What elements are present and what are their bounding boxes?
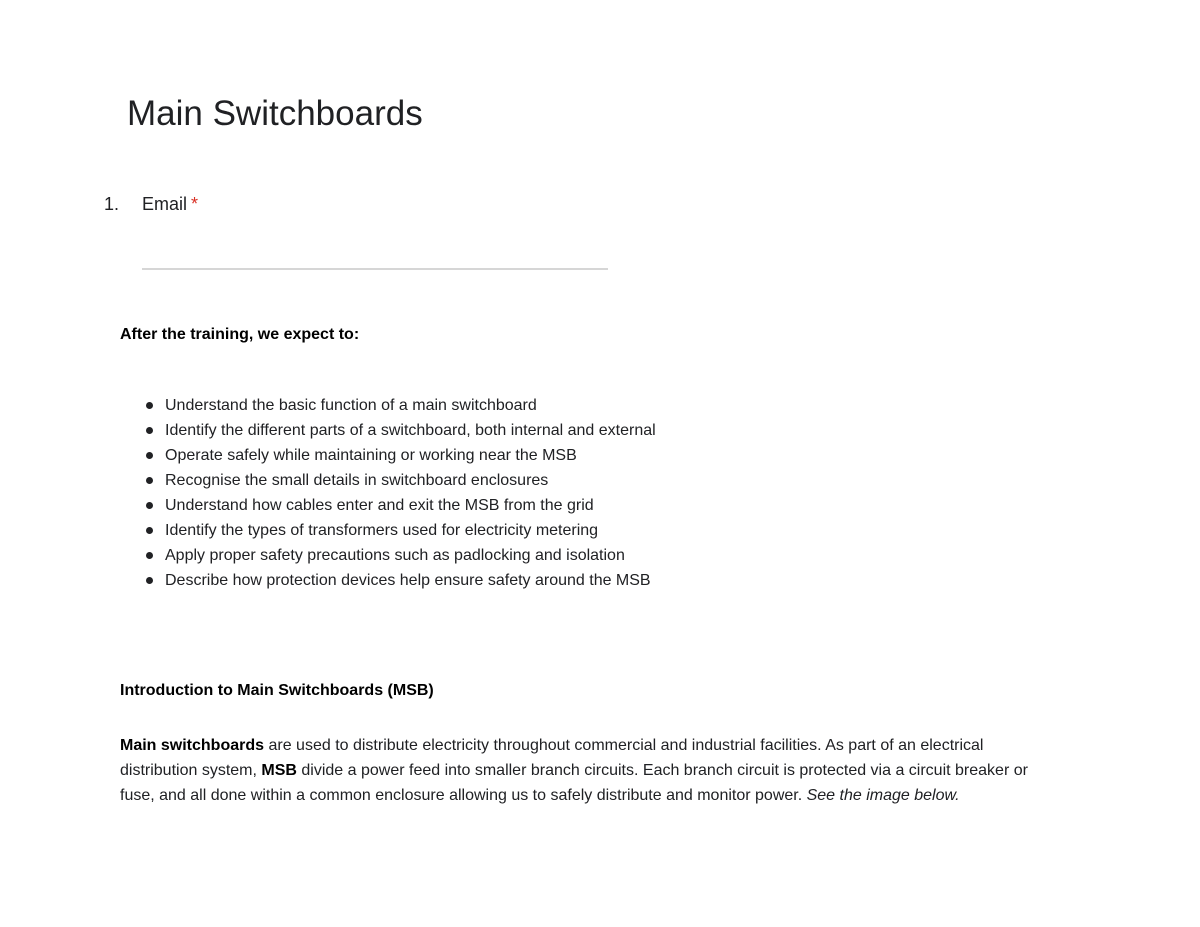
bullet-icon: [146, 402, 153, 409]
email-label: [142, 192, 198, 216]
email-field[interactable]: [142, 244, 608, 270]
introduction-paragraph: [120, 733, 1060, 808]
form-title: Main Switchboards: [127, 94, 423, 133]
term-main-switchboards: Main switchboards: [120, 737, 265, 754]
list-item: [146, 468, 656, 493]
list-item: [146, 518, 656, 543]
image-note: See the image below.: [806, 787, 960, 804]
list-item: [146, 543, 656, 568]
list-item: [146, 568, 656, 593]
expectations-heading: After the training, we expect to:: [120, 326, 360, 343]
list-item-text: Recognise the small details in switchboard enclosures: [165, 472, 549, 489]
list-item-text: Understand how cables enter and exit the MSB from the grid: [165, 497, 594, 514]
objectives-list: [146, 393, 656, 593]
list-item: [146, 493, 656, 518]
bullet-icon: [146, 427, 153, 434]
list-item-text: Understand the basic function of a main switchboard: [165, 397, 537, 414]
bullet-icon: [146, 477, 153, 484]
list-item: [146, 393, 656, 418]
bullet-icon: [146, 502, 153, 509]
bullet-icon: [146, 527, 153, 534]
term-msb: MSB: [261, 762, 297, 779]
question-number: 1.: [104, 194, 120, 214]
introduction-heading: Introduction to Main Switchboards (MSB): [120, 682, 434, 699]
list-item-text: Identify the types of transformers used for electricity metering: [165, 522, 599, 539]
required-asterisk: *: [191, 194, 199, 214]
list-item-text: Apply proper safety precautions such as padlocking and isolation: [165, 547, 625, 564]
list-item-text: Operate safely while maintaining or working near the MSB: [165, 447, 577, 464]
list-item-text: Identify the different parts of a switchboard, both internal and external: [165, 422, 656, 439]
bullet-icon: [146, 452, 153, 459]
list-item-text: Describe how protection devices help ensure safety around the MSB: [165, 572, 651, 589]
paragraph-text-2: divide a power feed into smaller branch circuits. Each branch circuit is protected via a circuit breaker or fuse, and all done within a common enclosure allowing us to safely distribute and monitor power.: [120, 762, 1028, 804]
bullet-icon: [146, 577, 153, 584]
list-item: [146, 443, 656, 468]
email-label-text: Email: [142, 194, 188, 214]
list-item: [146, 418, 656, 443]
bullet-icon: [146, 552, 153, 559]
paragraph-text-1: are used to distribute electricity throughout commercial and industrial facilities. As part of an electrical distribution system,: [120, 737, 984, 779]
